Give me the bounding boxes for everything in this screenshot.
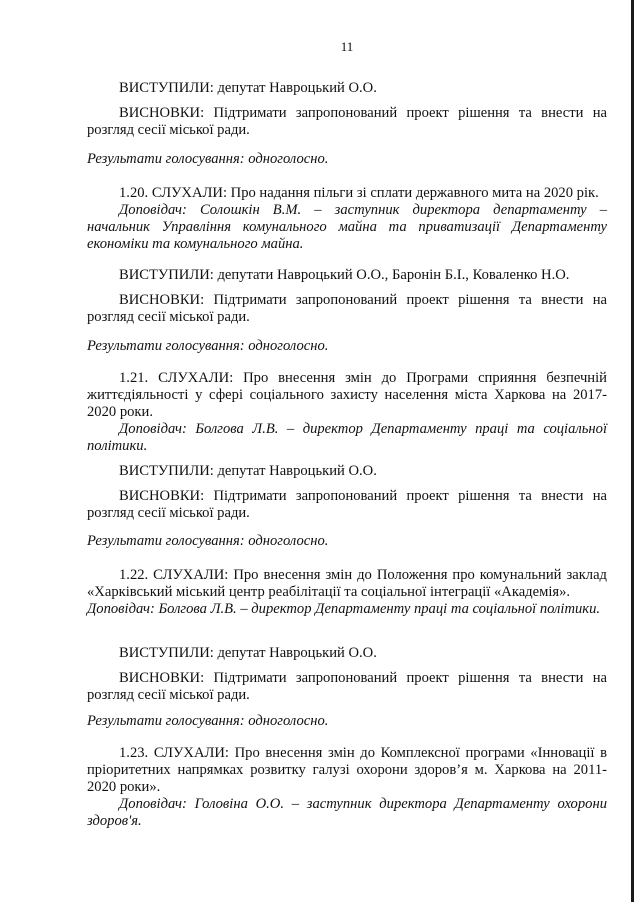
- sluhaly-text: 1.20. СЛУХАЛИ: Про надання пільги зі сплати державного мита на 2020 рік.: [119, 185, 599, 201]
- dopovidach-text: Доповідач: Солошкін В.М. – заступник директора департаменту – начальник Управління комунального майна та приватизації Департаменту економіки та комунального майна.: [87, 202, 607, 252]
- voting-results: Результати голосування: одноголосно.: [87, 338, 329, 354]
- dopovidach-text: Доповідач: Болгова Л.В. – директор Департаменту праці та соціальної політики.: [87, 421, 607, 454]
- item-1-20-speakers: [87, 267, 607, 284]
- item-1-22-speakers: [87, 645, 607, 662]
- item-1-23: [87, 745, 607, 830]
- vysnovky-text: ВИСНОВКИ: Підтримати запропонований проект рішення та внести на розгляд сесії міської ради.: [87, 670, 607, 703]
- item-1-21: [87, 370, 607, 455]
- dopovidach-text: Доповідач: Болгова Л.В. – директор Департаменту праці та соціальної політики.: [87, 601, 601, 617]
- vysnovky-text: ВИСНОВКИ: Підтримати запропонований проект рішення та внести на розгляд сесії міської ради.: [87, 292, 607, 325]
- item-1-20-conclusion: [87, 292, 607, 326]
- page-number: 11: [340, 39, 354, 54]
- vysnovky-text: ВИСНОВКИ: Підтримати запропонований проект рішення та внести на розгляд сесії міської ради.: [87, 488, 607, 521]
- item-1-21-conclusion: [87, 488, 607, 522]
- vystupyly-text: ВИСТУПИЛИ: депутат Навроцький О.О.: [119, 645, 377, 661]
- vysnovky-text: ВИСНОВКИ: Підтримати запропонований проект рішення та внести на розгляд сесії міської ради.: [87, 105, 607, 138]
- vystupyly-text: ВИСТУПИЛИ: депутати Навроцький О.О., Баронін Б.І., Коваленко Н.О.: [119, 267, 570, 283]
- vystupyly-text: ВИСТУПИЛИ: депутат Навроцький О.О.: [119, 463, 377, 479]
- section-continuation: [87, 80, 607, 97]
- results-block: [87, 151, 607, 168]
- item-1-22: [87, 567, 607, 618]
- sluhaly-text: 1.21. СЛУХАЛИ: Про внесення змін до Програми сприяння безпечній життєдіяльності у сфері соціального захисту населення міста Харкова на 2017-2020 роки.: [87, 370, 607, 420]
- vystupyly-text: ВИСТУПИЛИ: депутат Навроцький О.О.: [119, 80, 377, 96]
- item-1-22-results: [87, 713, 607, 730]
- item-1-20: [87, 185, 607, 253]
- item-1-21-speakers: [87, 463, 607, 480]
- voting-results: Результати голосування: одноголосно.: [87, 533, 329, 549]
- sluhaly-text: 1.22. СЛУХАЛИ: Про внесення змін до Положення про комунальний заклад «Харківський міський центр реабілітації та соціальної інтеграції «Академія».: [87, 567, 607, 600]
- voting-results: Результати голосування: одноголосно.: [87, 713, 329, 729]
- item-1-21-results: [87, 533, 607, 550]
- item-1-22-conclusion: [87, 670, 607, 704]
- voting-results: Результати голосування: одноголосно.: [87, 151, 329, 167]
- section-continuation-conclusion: [87, 105, 607, 139]
- dopovidach-text: Доповідач: Головіна О.О. – заступник директора Департаменту охорони здоров'я.: [87, 796, 607, 829]
- item-1-20-results: [87, 338, 607, 355]
- sluhaly-text: 1.23. СЛУХАЛИ: Про внесення змін до Комплексної програми «Інновації в пріоритетних напрямках розвитку галузі охорони здоров’я м. Харкова на 2011-2020 роки».: [87, 745, 607, 795]
